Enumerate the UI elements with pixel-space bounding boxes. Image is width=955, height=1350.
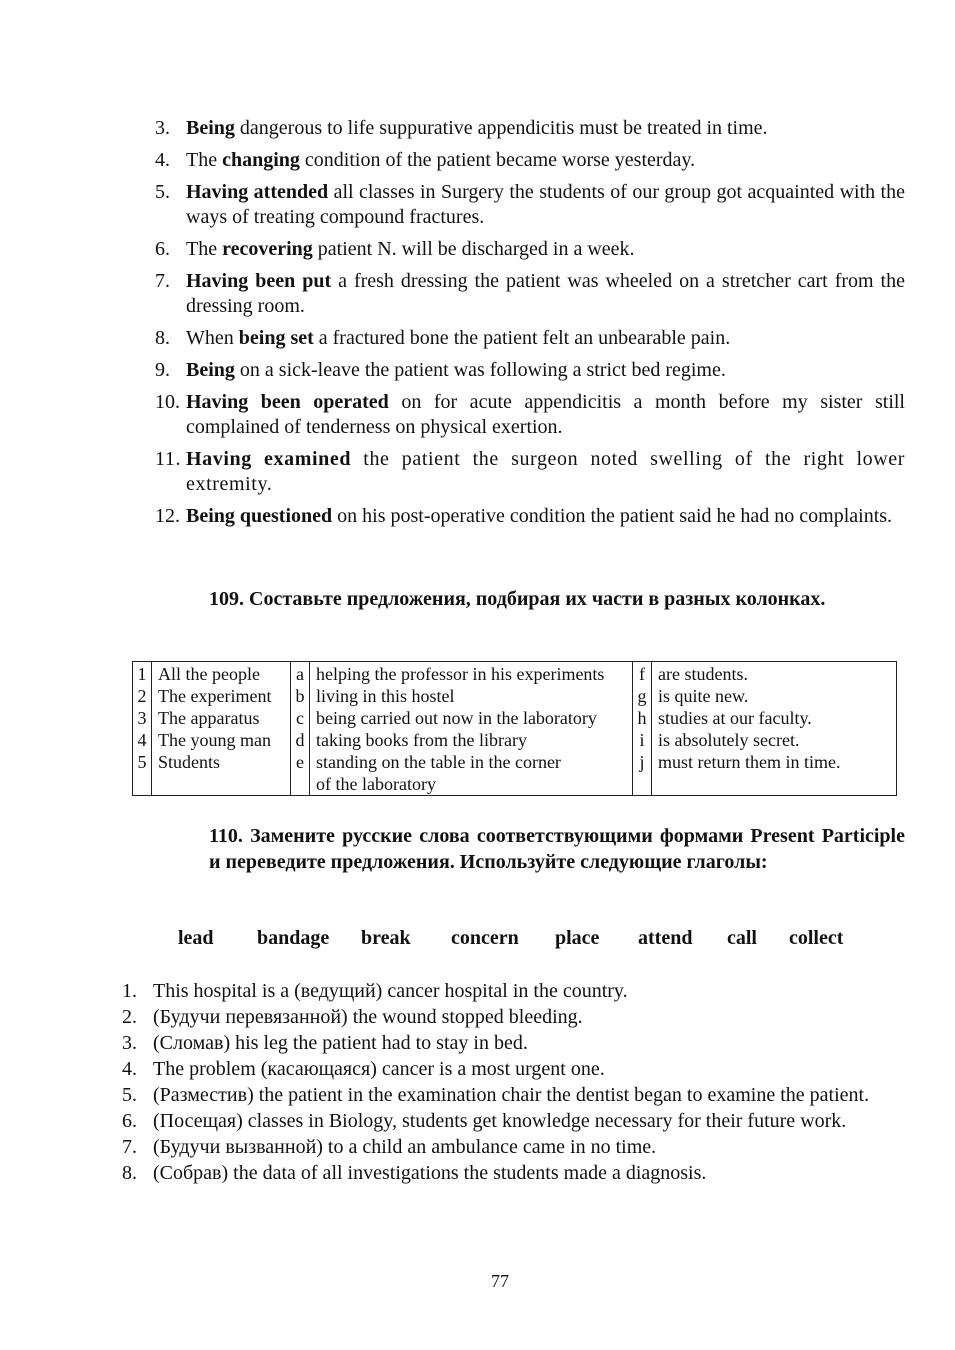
list-item: 1. This hospital is a (ведущий) cancer hospital in the country.: [122, 980, 628, 1002]
participle-sentences-list: [155, 116, 905, 536]
list-item: 6. The recovering patient N. will be discharged in a week.: [155, 238, 635, 260]
col3-predicates: are students. is quite new. studies at our faculty. is absolutely secret. must return them in time.: [652, 662, 897, 796]
list-item: 12. Being questioned on his post-operative condition the patient said he had no complaints.: [155, 505, 893, 527]
col1-numbers: 1 2 3 4 5: [133, 662, 152, 796]
list-item: 6. (Посещая) classes in Biology, students get knowledge necessary for their future work.: [122, 1110, 847, 1132]
page-number: 77: [491, 1271, 509, 1291]
matching-table: [132, 661, 897, 796]
list-item: 8. (Собрав) the data of all investigations the students made a diagnosis.: [122, 1162, 707, 1184]
list-item: 9. Being on a sick-leave the patient was following a strict bed regime.: [155, 359, 726, 381]
col2-letters: a b c d e: [291, 662, 310, 796]
col1-subjects: All the people The experiment The apparatus The young man Students: [152, 662, 291, 796]
col3-letters: f g h i j: [633, 662, 652, 796]
verb-item: call: [727, 927, 757, 949]
list-item: 11. Having examined the patient the surgeon noted swelling of the right lower extremity.: [155, 448, 905, 495]
verb-item: lead: [178, 927, 214, 949]
list-item: 3. (Сломав) his leg the patient had to stay in bed.: [122, 1032, 528, 1054]
verb-item: break: [361, 927, 411, 949]
list-item: 2. (Будучи перевязанной) the wound stopped bleeding.: [122, 1006, 583, 1028]
verb-item: collect: [789, 927, 844, 949]
list-item: 8. When being set a fractured bone the patient felt an unbearable pain.: [155, 327, 731, 349]
list-item: 5. (Разместив) the patient in the examination chair the dentist began to examine the patient.: [122, 1084, 870, 1106]
list-item: 5. Having attended all classes in Surgery the students of our group got acquainted with the ways of treating compound fractures.: [155, 181, 905, 228]
exercise-110-heading: 110. Замените русские слова соответствующими формами Present Participle и переведите предложения. Используйте следующие глаголы:: [209, 825, 905, 873]
translation-sentences-list: [122, 978, 905, 1186]
list-item: 7. Having been put a fresh dressing the patient was wheeled on a stretcher cart from the dressing room.: [155, 270, 905, 317]
list-item: 10. Having been operated on for acute appendicitis a month before my sister still complained of tenderness on physical exertion.: [155, 391, 905, 438]
col2-participle-phrases: helping the professor in his experiments living in this hostel being carried out now in the laboratory taking books from the library standing on the table in the corner of the laboratory: [310, 662, 633, 796]
list-item: 3. Being dangerous to life suppurative appendicitis must be treated in time.: [155, 117, 768, 139]
list-item: 4. The problem (касающаяся) cancer is a most urgent one.: [122, 1058, 605, 1080]
verb-item: concern: [451, 927, 519, 949]
verb-item: place: [555, 927, 600, 949]
exercise-109-heading: 109. Составьте предложения, подбирая их части в разных колонках.: [209, 588, 826, 610]
verb-item: bandage: [257, 927, 330, 949]
verb-item: attend: [638, 927, 693, 949]
list-item: 4. The changing condition of the patient became worse yesterday.: [155, 149, 696, 171]
list-item: 7. (Будучи вызванной) to a child an ambulance came in no time.: [122, 1136, 657, 1158]
table-row: [133, 662, 897, 796]
